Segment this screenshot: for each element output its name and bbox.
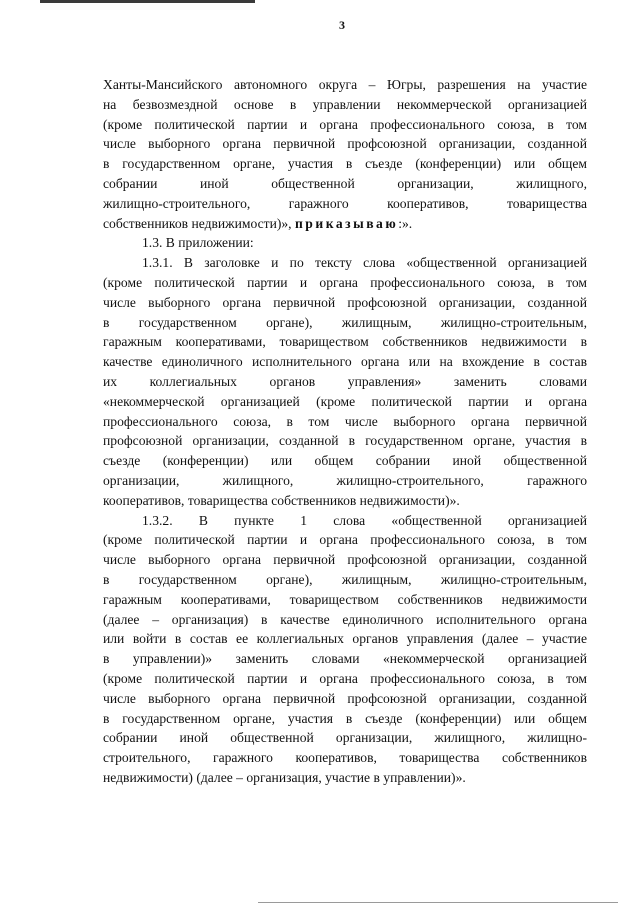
text-line: 1.3.1. В заголовке и по тексту слова «общественной организацией: [142, 255, 587, 271]
paragraph-3: [103, 253, 587, 510]
text-line: организации, жилищного, жилищно-строительного, гаражного: [103, 472, 587, 488]
text-line: «некоммерческой организацией (кроме политической партии и органа: [103, 393, 587, 409]
text-line: (далее – организация) в качестве единоличного исполнительного органа: [103, 611, 587, 627]
text-line: гаражным кооперативами, товариществом собственников недвижимости: [103, 591, 587, 607]
text-line: кооперативов, товарищества собственников недвижимости)».: [103, 492, 460, 508]
text-line: в государственном органе), жилищным, жилищно-строительным,: [103, 571, 587, 587]
section-heading: 1.3. В приложении:: [142, 235, 254, 251]
text-line: (кроме политической партии и органа профессионального союза, в том: [103, 532, 587, 548]
order-keyword: приказываю: [294, 215, 399, 231]
paragraph-2: [103, 233, 587, 253]
scan-edge-bottom: [258, 902, 618, 903]
text-line: профсоюзной организации, созданной в государственном органе, участия в: [103, 433, 587, 449]
text-line: в государственном органе, участия в съезде (конференции) или общем: [103, 156, 587, 172]
text-line: в государственном органе), жилищным, жилищно-строительным,: [103, 314, 587, 330]
text-line: числе выборного органа первичной профсоюзной организации, созданной: [103, 552, 587, 568]
text-fragment: собственников недвижимости)»,: [103, 215, 295, 231]
text-line: числе выборного органа первичной профсоюзной организации, созданной: [103, 136, 587, 152]
text-line: недвижимости) (далее – организация, участие в управлении)».: [103, 769, 466, 785]
text-line: [103, 214, 587, 234]
paragraph-4: [103, 511, 587, 788]
text-line: (кроме политической партии и органа профессионального союза, в том: [103, 274, 587, 290]
text-line: числе выборного органа первичной профсоюзной организации, созданной: [103, 690, 587, 706]
text-line: в управлении)» заменить словами «некоммерческой организацией: [103, 651, 587, 667]
text-line: съезде (конференции) или общем собрании иной общественной: [103, 453, 587, 469]
document-body: [103, 75, 587, 788]
text-line: качестве единоличного исполнительного органа или на вхождение в состав: [103, 354, 587, 370]
text-line: собрании иной общественной организации, жилищного,: [103, 175, 587, 191]
text-line: строительного, гаражного кооперативов, товарищества собственников: [103, 750, 587, 766]
text-line: жилищно-строительного, гаражного кооперативов, товарищества: [103, 195, 587, 211]
text-line: 1.3.2. В пункте 1 слова «общественной организацией: [142, 512, 587, 528]
text-line: или войти в состав ее коллегиальных органов управления (далее – участие: [103, 631, 587, 647]
text-line: числе выборного органа первичной профсоюзной организации, созданной: [103, 294, 587, 310]
text-line: их коллегиальных органов управления» заменить словами: [103, 373, 587, 389]
text-line: профессионального союза, в том числе выборного органа первичной: [103, 413, 587, 429]
scan-edge-top: [40, 0, 255, 3]
text-line: (кроме политической партии и органа профессионального союза, в том: [103, 670, 587, 686]
paragraph-1: [103, 75, 587, 233]
text-line: гаражным кооперативами, товариществом собственников недвижимости в: [103, 334, 587, 350]
text-line: на безвозмездной основе в управлении некоммерческой организацией: [103, 96, 587, 112]
text-line: в государственном органе, участия в съезде (конференции) или общем: [103, 710, 587, 726]
text-fragment: :».: [398, 215, 413, 231]
text-line: (кроме политической партии и органа профессионального союза, в том: [103, 116, 587, 132]
text-line: собрании иной общественной организации, жилищного, жилищно-: [103, 730, 587, 746]
page-number: 3: [339, 18, 345, 32]
text-line: Ханты-Мансийского автономного округа – Югры, разрешения на участие: [103, 77, 587, 92]
